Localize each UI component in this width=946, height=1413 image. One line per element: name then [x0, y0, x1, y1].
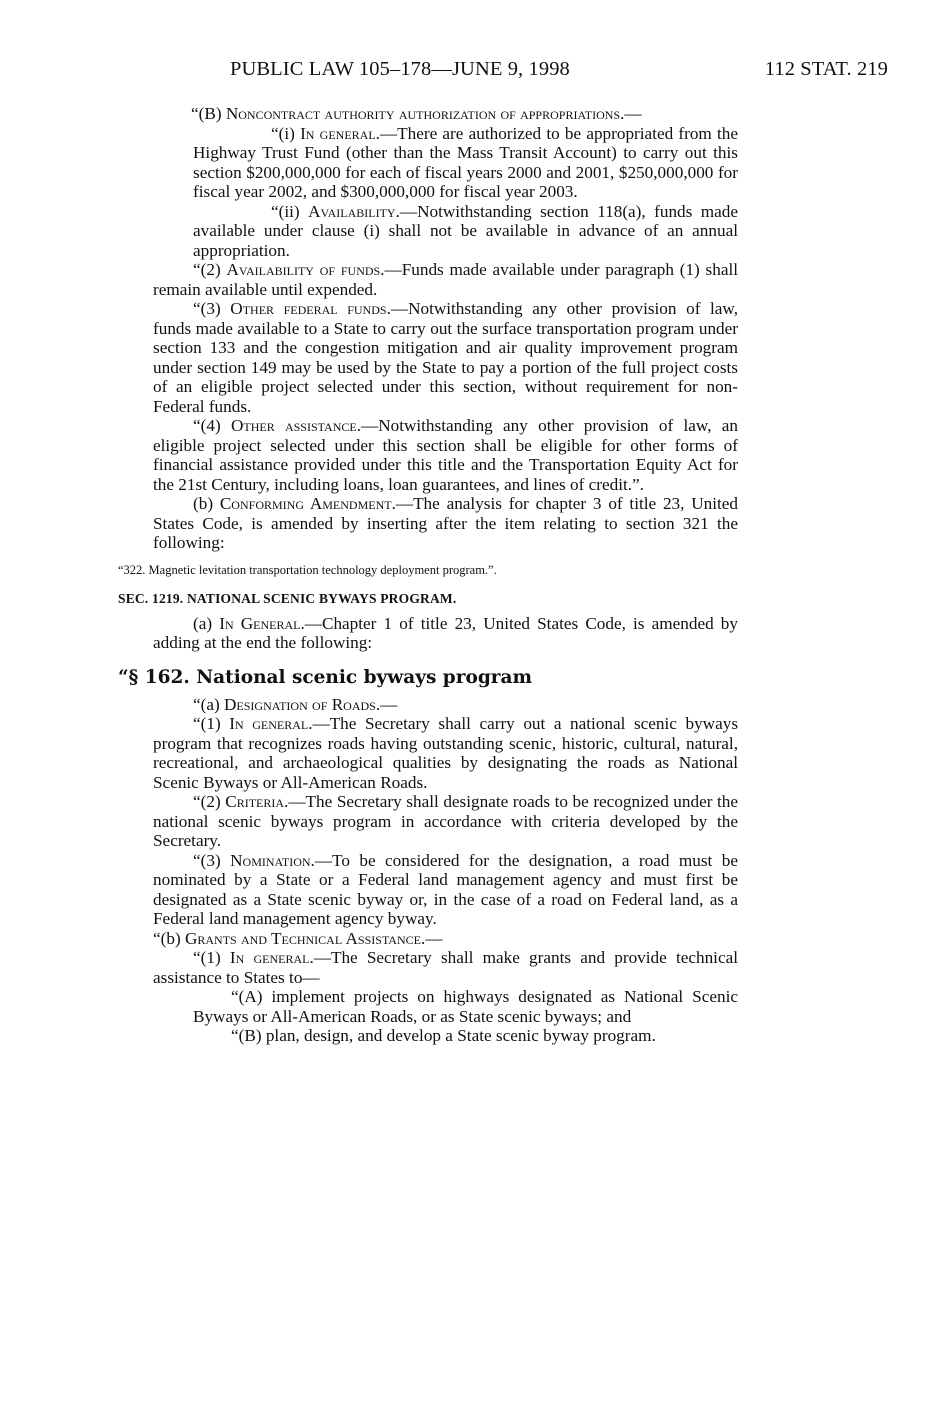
para-a2-criteria: “(2) Criteria.—The Secretary shall designate roads to be recognized under the national scenic byways program in accordance with criteria developed by the Secretary.: [153, 792, 738, 850]
document-body: [118, 104, 739, 1046]
para-b1-B: “(B) plan, design, and develop a State scenic byway program.: [231, 1026, 656, 1045]
para-b-conforming-amendment: (b) Conforming Amendment.—The analysis for chapter 3 of title 23, United States Code, is amended by inserting after the item relating to section 321 the following:: [153, 494, 738, 552]
para-b1-in-general: “(1) In general.—The Secretary shall make grants and provide technical assistance to States to—: [153, 948, 738, 987]
item-322-maglev: “322. Magnetic levitation transportation technology deployment program.”.: [118, 562, 497, 577]
para-a-in-general: (a) In General.—Chapter 1 of title 23, United States Code, is amended by adding at the end the following:: [153, 613, 738, 652]
section-1219-heading: SEC. 1219. NATIONAL SCENIC BYWAYS PROGRAM.: [118, 590, 457, 606]
header-public-law: PUBLIC LAW 105–178—JUNE 9, 1998: [230, 58, 570, 80]
para-a-designation-of-roads: “(a) Designation of Roads.—: [193, 694, 398, 714]
para-2-availability-of-funds: “(2) Availability of funds.—Funds made available under paragraph (1) shall remain available until expended.: [153, 260, 739, 299]
section-162-heading: “§ 162. National scenic byways program: [118, 666, 533, 688]
para-a3-nomination: “(3) Nomination.—To be considered for the designation, a road must be nominated by a State or a Federal land management agency and must first be designated as a State scenic byway or, in the case of a road on Federal land, as a Federal land management agency byway.: [153, 850, 738, 928]
para-b-grants-heading: “(b) Grants and Technical Assistance.—: [153, 928, 443, 948]
para-4-other-assistance: “(4) Other assistance.—Notwithstanding any other provision of law, an eligible project selected under this section shall be eligible for other forms of financial assistance provided under this title and the Transportation Equity Act for the 21st Century, including loans, loan guarantees, and lines of credit.”.: [153, 416, 739, 494]
para-b-ii-availability: “(ii) Availability.—Notwithstanding section 118(a), funds made available under clause (i) shall not be available in advance of an annual appropriation.: [193, 201, 738, 260]
para-b-noncontract-authority: “(B) Noncontract authority authorization of appropriations.—: [191, 104, 642, 123]
para-b1-A: “(A) implement projects on highways designated as National Scenic Byways or All-American Roads, or as State scenic byways; and: [193, 987, 738, 1026]
running-header: [150, 58, 888, 84]
para-b-i-in-general: “(i) In general.—There are authorized to be appropriated from the Highway Trust Fund (other than the Mass Transit Account) to carry out this section $200,000,000 for each of fiscal years 2000 and 2001, $250,000,000 for fiscal year 2002, and $300,000,000 for fiscal year 2003.: [193, 123, 738, 201]
header-statute-page: 112 STAT. 219: [764, 58, 888, 80]
para-a1-in-general: “(1) In general.—The Secretary shall carry out a national scenic byways program that recognizes roads having outstanding scenic, historic, cultural, natural, recreational, and archaeological qualities by designating the roads as National Scenic Byways or All-American Roads.: [153, 714, 739, 792]
para-3-other-federal-funds: “(3) Other federal funds.—Notwithstanding any other provision of law, funds made available to a State to carry out the surface transportation program under section 133 and the congestion mitigation and air quality improvement program under section 149 may be used by the State to pay a portion of the full project costs of an eligible project selected under this section, without requirement for non-Federal funds.: [153, 299, 739, 416]
